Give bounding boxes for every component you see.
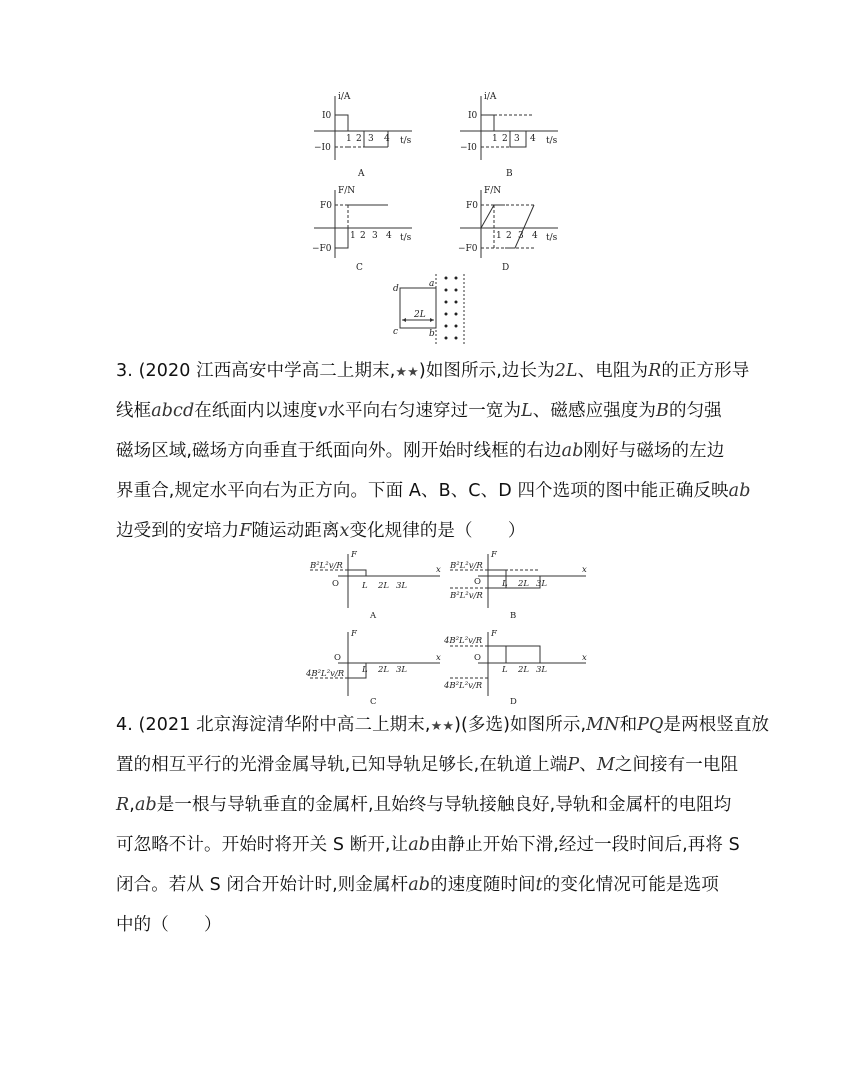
frame-field-figure [388,272,478,348]
svg-text:2L: 2L [414,310,426,320]
svg-text:d: d [393,284,399,294]
svg-text:F: F [491,629,497,639]
svg-text:t/s: t/s [546,233,558,243]
q3-line-5: 边受到的安培力 F 随运动距离 x 变化规律的是（ ） [116,521,526,542]
svg-text:C: C [370,697,377,707]
svg-text:4: 4 [532,231,538,241]
svg-text:3: 3 [514,134,520,144]
svg-text:x: x [436,565,441,575]
svg-text:2L: 2L [518,579,530,589]
svg-text:F: F [351,629,357,639]
svg-text:2L: 2L [378,665,390,675]
svg-text:4: 4 [384,134,390,144]
svg-text:F: F [491,550,497,560]
svg-text:t/s: t/s [546,136,558,146]
svg-text:2: 2 [356,134,362,144]
svg-text:B²L²v/R: B²L²v/R [310,561,343,571]
svg-text:3L: 3L [396,665,408,675]
svg-text:O: O [474,653,481,663]
svg-text:L: L [362,581,368,591]
svg-text:3: 3 [368,134,374,144]
q4-line-1: 4. (2021 北京海淀清华附中高二上期末, ★★ )(多选)如图所示, MN 和 PQ 是两根竖直放 [116,715,770,736]
svg-text:4B²L²v/R: 4B²L²v/R [306,669,345,679]
q4-line-3: R , ab 是一根与导轨垂直的金属杆,且始终与导轨接触良好,导轨和金属杆的电阻均 [116,795,732,816]
svg-text:2: 2 [360,231,366,241]
svg-text:F0: F0 [466,201,478,211]
q3-options-figure [300,548,600,708]
difficulty-stars-icon: ★★ [395,364,419,380]
svg-text:O: O [332,579,339,589]
svg-text:F/N: F/N [338,186,356,196]
svg-text:3: 3 [518,231,524,241]
svg-text:4: 4 [386,231,392,241]
q3-line-2: 线框 abcd 在纸面内以速度 v 水平向右匀速穿过一宽为 L 、磁感应强度为 B 的匀强 [116,401,722,422]
svg-text:L: L [502,579,508,589]
difficulty-stars-icon: ★★ [430,718,455,734]
svg-text:c: c [393,327,399,337]
svg-text:O: O [334,653,341,663]
svg-text:3L: 3L [396,581,408,591]
svg-text:x: x [582,653,587,663]
question-4 [116,706,770,946]
svg-text:3L: 3L [536,579,548,589]
svg-text:1: 1 [496,231,502,241]
q2-options-figure [300,88,580,278]
svg-text:I0: I0 [322,111,332,121]
q4-line-2: 置的相互平行的光滑金属导轨,已知导轨足够长,在轨道上端 P 、 M 之间接有一电阻 [116,755,739,776]
svg-text:A: A [370,611,377,621]
svg-text:1: 1 [492,134,498,144]
svg-text:O: O [474,577,481,587]
q3-line-3: 磁场区域,磁场方向垂直于纸面向外。刚开始时线框的右边 ab 刚好与磁场的左边 [116,441,725,462]
svg-text:−F0: −F0 [312,244,332,254]
svg-text:C: C [356,263,363,273]
svg-text:L: L [362,665,368,675]
svg-text:L: L [502,665,508,675]
svg-text:4B²L²v/R: 4B²L²v/R [444,636,483,646]
svg-text:D: D [510,697,517,707]
svg-text:x: x [582,565,587,575]
svg-text:x: x [436,653,441,663]
svg-text:F0: F0 [320,201,332,211]
q3-line-1: 3. (2020 江西高安中学高二上期末, ★★ )如图所示,边长为 2L 、电阻为 R 的正方形导 [116,361,750,382]
svg-text:−I0: −I0 [460,143,477,153]
svg-text:i/A: i/A [484,92,497,102]
svg-text:F: F [351,550,357,560]
svg-text:3: 3 [372,231,378,241]
svg-text:a: a [429,279,435,289]
svg-text:i/A: i/A [338,92,351,102]
svg-text:1: 1 [346,134,352,144]
svg-text:t/s: t/s [400,233,412,243]
svg-text:A: A [358,169,365,179]
question-3 [116,352,751,552]
svg-text:t/s: t/s [400,136,412,146]
svg-text:−F0: −F0 [458,244,478,254]
svg-text:B: B [510,611,517,621]
q3-line-4: 界重合,规定水平向右为正方向。下面 A、B、C、D 四个选项的图中能正确反映 ab [116,481,751,502]
svg-text:B²L²v/R: B²L²v/R [450,561,483,571]
svg-text:4: 4 [530,134,536,144]
svg-text:2: 2 [502,134,508,144]
svg-text:3L: 3L [536,665,548,675]
svg-text:B²L²v/R: B²L²v/R [450,591,483,601]
svg-text:2L: 2L [378,581,390,591]
q4-line-6: 中的（ ） [116,915,222,936]
svg-text:B: B [506,169,513,179]
svg-text:F/N: F/N [484,186,502,196]
svg-text:2L: 2L [518,665,530,675]
q4-line-4: 可忽略不计。开始时将开关 S 断开,让 ab 由静止开始下滑,经过一段时间后,再将 S [116,835,740,856]
svg-text:I0: I0 [468,111,478,121]
svg-text:b: b [429,329,435,339]
svg-text:2: 2 [506,231,512,241]
svg-text:D: D [502,263,510,273]
svg-text:1: 1 [350,231,356,241]
svg-text:4B²L²v/R: 4B²L²v/R [444,681,483,691]
svg-text:−I0: −I0 [314,143,331,153]
q4-line-5: 闭合。若从 S 闭合开始计时,则金属杆 ab 的速度随时间 t 的变化情况可能是选项 [116,875,719,896]
